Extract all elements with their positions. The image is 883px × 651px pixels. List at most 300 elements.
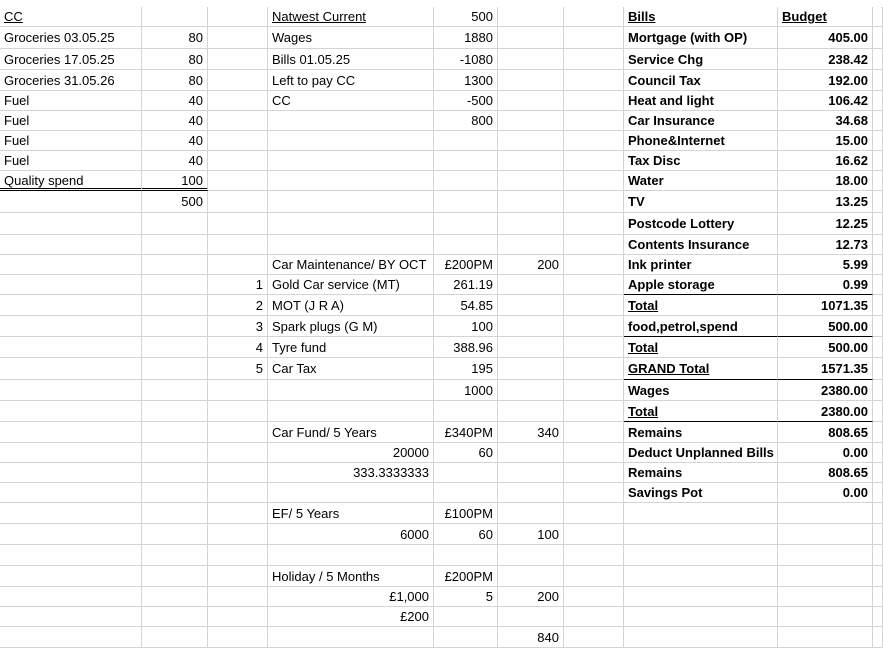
holiday-monthly[interactable]: 200 [498, 587, 564, 607]
summary-value[interactable]: 2380.00 [778, 401, 873, 422]
grid-cell[interactable] [142, 275, 208, 295]
grid-cell[interactable] [873, 566, 883, 587]
savings-total[interactable]: 840 [498, 627, 564, 648]
grid-cell[interactable] [564, 422, 624, 443]
grid-cell[interactable] [142, 295, 208, 316]
car-fund-monthly[interactable]: 340 [498, 422, 564, 443]
holiday-per-month[interactable]: £200 [268, 607, 434, 627]
grid-cell[interactable] [873, 111, 883, 131]
grid-cell[interactable] [208, 111, 268, 131]
bill-label[interactable]: TV [624, 191, 778, 213]
bill-value[interactable]: 16.62 [778, 151, 873, 171]
grid-cell[interactable] [268, 627, 434, 648]
summary-label[interactable]: Total [624, 337, 778, 358]
grid-cell[interactable] [564, 7, 624, 27]
grid-cell[interactable] [778, 627, 873, 648]
bill-label[interactable]: Council Tax [624, 70, 778, 91]
summary-label[interactable]: Total [624, 295, 778, 316]
grid-cell[interactable] [873, 380, 883, 401]
grid-cell[interactable] [208, 401, 268, 422]
cc-item-label[interactable]: Fuel [0, 111, 142, 131]
bill-label[interactable]: Water [624, 171, 778, 191]
grid-cell[interactable] [142, 545, 208, 566]
grid-cell[interactable] [564, 316, 624, 337]
grid-cell[interactable] [778, 587, 873, 607]
bill-label[interactable]: Mortgage (with OP) [624, 27, 778, 49]
grid-cell[interactable] [624, 607, 778, 627]
bill-value[interactable]: 192.00 [778, 70, 873, 91]
grid-cell[interactable] [208, 380, 268, 401]
grid-cell[interactable] [564, 131, 624, 151]
grid-cell[interactable] [873, 545, 883, 566]
grid-cell[interactable] [498, 91, 564, 111]
bill-value[interactable]: 18.00 [778, 171, 873, 191]
bill-label[interactable]: Postcode Lottery [624, 213, 778, 235]
grid-cell[interactable] [142, 587, 208, 607]
grid-cell[interactable] [564, 337, 624, 358]
grid-cell[interactable] [208, 235, 268, 255]
car-maintenance-value[interactable]: 100 [434, 316, 498, 337]
grid-cell[interactable] [498, 380, 564, 401]
grid-cell[interactable] [873, 49, 883, 70]
grid-cell[interactable] [268, 545, 434, 566]
grid-cell[interactable] [564, 503, 624, 524]
grid-cell[interactable] [208, 27, 268, 49]
grid-cell[interactable] [434, 545, 498, 566]
car-fund-per-month[interactable]: 333.3333333 [268, 463, 434, 483]
grid-cell[interactable] [778, 503, 873, 524]
grid-cell[interactable] [564, 627, 624, 648]
grid-cell[interactable] [208, 213, 268, 235]
grid-cell[interactable] [564, 49, 624, 70]
grid-cell[interactable] [0, 587, 142, 607]
grid-cell[interactable] [498, 316, 564, 337]
cc-item-value[interactable]: 40 [142, 151, 208, 171]
grid-cell[interactable] [268, 111, 434, 131]
grid-cell[interactable] [268, 483, 434, 503]
bill-label[interactable]: Heat and light [624, 91, 778, 111]
bill-label[interactable]: Apple storage [624, 275, 778, 295]
grid-cell[interactable] [564, 255, 624, 275]
car-maintenance-label[interactable]: MOT (J R A) [268, 295, 434, 316]
grid-cell[interactable] [0, 627, 142, 648]
cc-total[interactable]: 500 [142, 191, 208, 213]
grid-cell[interactable] [208, 49, 268, 70]
car-maintenance-label[interactable]: Car Tax [268, 358, 434, 380]
grid-cell[interactable] [778, 524, 873, 545]
grid-cell[interactable] [0, 337, 142, 358]
grid-cell[interactable] [564, 171, 624, 191]
grid-cell[interactable] [498, 483, 564, 503]
grid-cell[interactable] [0, 422, 142, 443]
bill-value[interactable]: 106.42 [778, 91, 873, 111]
cc-item-label[interactable]: Groceries 31.05.26 [0, 70, 142, 91]
bill-value[interactable]: 405.00 [778, 27, 873, 49]
cc-item-value[interactable]: 80 [142, 70, 208, 91]
grid-cell[interactable] [873, 422, 883, 443]
natwest-item-value[interactable]: 800 [434, 111, 498, 131]
bill-label[interactable]: Contents Insurance [624, 235, 778, 255]
grid-cell[interactable] [498, 566, 564, 587]
grid-cell[interactable] [268, 380, 434, 401]
grid-cell[interactable] [434, 131, 498, 151]
grid-cell[interactable] [873, 255, 883, 275]
grid-cell[interactable] [498, 49, 564, 70]
cc-item-label[interactable]: Fuel [0, 151, 142, 171]
grid-cell[interactable] [873, 587, 883, 607]
grid-cell[interactable] [498, 171, 564, 191]
grid-cell[interactable] [564, 463, 624, 483]
grid-cell[interactable] [624, 566, 778, 587]
grid-cell[interactable] [0, 235, 142, 255]
grid-cell[interactable] [498, 337, 564, 358]
car-maintenance-title[interactable]: Car Maintenance/ BY OCT [268, 255, 434, 275]
grid-cell[interactable] [268, 151, 434, 171]
grid-cell[interactable] [498, 358, 564, 380]
grid-cell[interactable] [208, 524, 268, 545]
grid-cell[interactable] [0, 191, 142, 213]
grid-cell[interactable] [0, 380, 142, 401]
summary-value[interactable]: 808.65 [778, 463, 873, 483]
grid-cell[interactable] [873, 27, 883, 49]
summary-value[interactable]: 0.00 [778, 443, 873, 463]
car-maintenance-rate[interactable]: £200PM [434, 255, 498, 275]
grid-cell[interactable] [142, 316, 208, 337]
cc-item-label[interactable]: Groceries 17.05.25 [0, 49, 142, 70]
grid-cell[interactable] [624, 627, 778, 648]
grid-cell[interactable] [873, 503, 883, 524]
grid-cell[interactable] [268, 213, 434, 235]
grid-cell[interactable] [0, 295, 142, 316]
grid-cell[interactable] [0, 545, 142, 566]
car-maintenance-value[interactable]: 261.19 [434, 275, 498, 295]
holiday-months[interactable]: 5 [434, 587, 498, 607]
grid-cell[interactable] [498, 443, 564, 463]
grid-cell[interactable] [0, 607, 142, 627]
grid-cell[interactable] [564, 566, 624, 587]
natwest-item-value[interactable]: 1880 [434, 27, 498, 49]
grid-cell[interactable] [624, 587, 778, 607]
car-maintenance-label[interactable]: Spark plugs (G M) [268, 316, 434, 337]
grid-cell[interactable] [208, 131, 268, 151]
car-maintenance-num[interactable]: 3 [208, 316, 268, 337]
cc-header[interactable]: CC [0, 7, 142, 27]
grid-cell[interactable] [564, 70, 624, 91]
grid-cell[interactable] [873, 627, 883, 648]
summary-value[interactable]: 1071.35 [778, 295, 873, 316]
summary-value[interactable]: 500.00 [778, 337, 873, 358]
grid-cell[interactable] [498, 151, 564, 171]
budget-header[interactable]: Budget [778, 7, 873, 27]
grid-cell[interactable] [434, 235, 498, 255]
grid-cell[interactable] [142, 380, 208, 401]
car-maintenance-value[interactable]: 54.85 [434, 295, 498, 316]
car-maintenance-label[interactable]: Gold Car service (MT) [268, 275, 434, 295]
grid-cell[interactable] [208, 70, 268, 91]
summary-label[interactable]: Total [624, 401, 778, 422]
grid-cell[interactable] [498, 463, 564, 483]
grid-cell[interactable] [208, 191, 268, 213]
grid-cell[interactable] [0, 463, 142, 483]
grid-cell[interactable] [142, 235, 208, 255]
grid-cell[interactable] [208, 545, 268, 566]
grid-cell[interactable] [564, 483, 624, 503]
cc-item-value[interactable]: 40 [142, 91, 208, 111]
bill-value[interactable]: 0.99 [778, 275, 873, 295]
grid-cell[interactable] [142, 213, 208, 235]
holiday-target[interactable]: £1,000 [268, 587, 434, 607]
summary-value[interactable]: 500.00 [778, 316, 873, 337]
grid-cell[interactable] [564, 401, 624, 422]
grid-cell[interactable] [142, 627, 208, 648]
natwest-item-value[interactable]: 1300 [434, 70, 498, 91]
grid-cell[interactable] [0, 483, 142, 503]
grid-cell[interactable] [873, 131, 883, 151]
grid-cell[interactable] [208, 503, 268, 524]
holiday-title[interactable]: Holiday / 5 Months [268, 566, 434, 587]
grid-cell[interactable] [564, 91, 624, 111]
bill-value[interactable]: 34.68 [778, 111, 873, 131]
grid-cell[interactable] [498, 191, 564, 213]
car-fund-title[interactable]: Car Fund/ 5 Years [268, 422, 434, 443]
grid-cell[interactable] [208, 587, 268, 607]
cc-item-label[interactable]: Fuel [0, 91, 142, 111]
summary-value[interactable]: 1571.35 [778, 358, 873, 380]
grid-cell[interactable] [0, 443, 142, 463]
natwest-item-value[interactable]: -500 [434, 91, 498, 111]
grid-cell[interactable] [208, 607, 268, 627]
summary-label[interactable]: Deduct Unplanned Bills [624, 443, 778, 463]
grid-cell[interactable] [873, 358, 883, 380]
car-fund-rate[interactable]: £340PM [434, 422, 498, 443]
grid-cell[interactable] [873, 91, 883, 111]
grid-cell[interactable] [142, 358, 208, 380]
grid-cell[interactable] [498, 70, 564, 91]
bills-header[interactable]: Bills [624, 7, 778, 27]
grid-cell[interactable] [498, 27, 564, 49]
grid-cell[interactable] [434, 607, 498, 627]
bill-label[interactable]: Phone&Internet [624, 131, 778, 151]
grid-cell[interactable] [498, 275, 564, 295]
grid-cell[interactable] [142, 483, 208, 503]
grid-cell[interactable] [498, 213, 564, 235]
grid-cell[interactable] [208, 255, 268, 275]
cc-item-value[interactable]: 40 [142, 131, 208, 151]
grid-cell[interactable] [498, 131, 564, 151]
grid-cell[interactable] [564, 443, 624, 463]
grid-cell[interactable] [208, 443, 268, 463]
grid-cell[interactable] [208, 171, 268, 191]
bill-label[interactable]: Tax Disc [624, 151, 778, 171]
bill-label[interactable]: Car Insurance [624, 111, 778, 131]
grid-cell[interactable] [142, 337, 208, 358]
grid-cell[interactable] [208, 91, 268, 111]
grid-cell[interactable] [873, 275, 883, 295]
grid-cell[interactable] [873, 607, 883, 627]
grid-cell[interactable] [873, 524, 883, 545]
grid-cell[interactable] [0, 255, 142, 275]
grid-cell[interactable] [498, 545, 564, 566]
grid-cell[interactable] [142, 503, 208, 524]
grid-cell[interactable] [0, 358, 142, 380]
ef-title[interactable]: EF/ 5 Years [268, 503, 434, 524]
holiday-rate[interactable]: £200PM [434, 566, 498, 587]
grid-cell[interactable] [873, 316, 883, 337]
grid-cell[interactable] [142, 607, 208, 627]
bill-value[interactable]: 5.99 [778, 255, 873, 275]
summary-value[interactable]: 2380.00 [778, 380, 873, 401]
grid-cell[interactable] [0, 401, 142, 422]
grid-cell[interactable] [873, 235, 883, 255]
grid-cell[interactable] [564, 545, 624, 566]
natwest-item-label[interactable]: Left to pay CC [268, 70, 434, 91]
summary-label[interactable]: Wages [624, 380, 778, 401]
grid-cell[interactable] [0, 213, 142, 235]
grid-cell[interactable] [498, 235, 564, 255]
car-maintenance-total[interactable]: 1000 [434, 380, 498, 401]
grid-cell[interactable] [268, 401, 434, 422]
bill-value[interactable]: 13.25 [778, 191, 873, 213]
grid-cell[interactable] [434, 171, 498, 191]
grid-cell[interactable] [0, 503, 142, 524]
grid-cell[interactable] [624, 503, 778, 524]
cc-item-label[interactable]: Groceries 03.05.25 [0, 27, 142, 49]
grid-cell[interactable] [498, 295, 564, 316]
cc-item-value[interactable]: 40 [142, 111, 208, 131]
grid-cell[interactable] [564, 380, 624, 401]
grid-cell[interactable] [498, 607, 564, 627]
grid-cell[interactable] [873, 295, 883, 316]
grid-cell[interactable] [434, 463, 498, 483]
summary-label[interactable]: Remains [624, 463, 778, 483]
grid-cell[interactable] [564, 275, 624, 295]
grid-cell[interactable] [208, 151, 268, 171]
grid-cell[interactable] [434, 151, 498, 171]
bill-value[interactable]: 12.25 [778, 213, 873, 235]
grid-cell[interactable] [873, 443, 883, 463]
grid-cell[interactable] [142, 524, 208, 545]
natwest-balance[interactable]: 500 [434, 7, 498, 27]
cc-item-value[interactable]: 100 [142, 171, 208, 191]
grid-cell[interactable] [142, 463, 208, 483]
grid-cell[interactable] [208, 422, 268, 443]
cc-item-value[interactable]: 80 [142, 49, 208, 70]
grid-cell[interactable] [564, 358, 624, 380]
grid-cell[interactable] [564, 151, 624, 171]
cc-item-label[interactable]: Fuel [0, 131, 142, 151]
grid-cell[interactable] [498, 7, 564, 27]
grid-cell[interactable] [498, 401, 564, 422]
grid-cell[interactable] [434, 627, 498, 648]
summary-label[interactable]: Savings Pot [624, 483, 778, 503]
cc-item-label[interactable]: Quality spend [0, 171, 142, 191]
grid-cell[interactable] [873, 401, 883, 422]
car-fund-months[interactable]: 60 [434, 443, 498, 463]
car-fund-target[interactable]: 20000 [268, 443, 434, 463]
grid-cell[interactable] [434, 483, 498, 503]
grid-cell[interactable] [0, 275, 142, 295]
grid-cell[interactable] [873, 70, 883, 91]
grid-cell[interactable] [142, 422, 208, 443]
grid-cell[interactable] [873, 151, 883, 171]
grid-cell[interactable] [564, 191, 624, 213]
grid-cell[interactable] [268, 131, 434, 151]
grid-cell[interactable] [434, 213, 498, 235]
grid-cell[interactable] [142, 566, 208, 587]
grid-cell[interactable] [564, 524, 624, 545]
car-maintenance-num[interactable]: 1 [208, 275, 268, 295]
car-maintenance-value[interactable]: 388.96 [434, 337, 498, 358]
grid-cell[interactable] [434, 191, 498, 213]
grid-cell[interactable] [624, 545, 778, 566]
grid-cell[interactable] [498, 111, 564, 131]
car-maintenance-monthly[interactable]: 200 [498, 255, 564, 275]
grid-cell[interactable] [873, 7, 883, 27]
grid-cell[interactable] [268, 191, 434, 213]
summary-value[interactable]: 0.00 [778, 483, 873, 503]
grid-cell[interactable] [624, 524, 778, 545]
grid-cell[interactable] [0, 566, 142, 587]
grid-cell[interactable] [564, 111, 624, 131]
bill-label[interactable]: Service Chg [624, 49, 778, 70]
bill-value[interactable]: 12.73 [778, 235, 873, 255]
ef-rate[interactable]: £100PM [434, 503, 498, 524]
grid-cell[interactable] [564, 235, 624, 255]
car-maintenance-num[interactable]: 4 [208, 337, 268, 358]
grid-cell[interactable] [873, 463, 883, 483]
ef-monthly[interactable]: 100 [498, 524, 564, 545]
grid-cell[interactable] [498, 503, 564, 524]
car-maintenance-label[interactable]: Tyre fund [268, 337, 434, 358]
grid-cell[interactable] [873, 191, 883, 213]
grid-cell[interactable] [564, 213, 624, 235]
grid-cell[interactable] [873, 213, 883, 235]
grid-cell[interactable] [208, 463, 268, 483]
grid-cell[interactable] [0, 524, 142, 545]
grid-cell[interactable] [564, 607, 624, 627]
grid-cell[interactable] [873, 337, 883, 358]
grid-cell[interactable] [873, 171, 883, 191]
summary-label[interactable]: Remains [624, 422, 778, 443]
bill-label[interactable]: Ink printer [624, 255, 778, 275]
natwest-item-label[interactable]: Bills 01.05.25 [268, 49, 434, 70]
grid-cell[interactable] [564, 295, 624, 316]
grid-cell[interactable] [208, 483, 268, 503]
grid-cell[interactable] [208, 627, 268, 648]
grid-cell[interactable] [564, 587, 624, 607]
grid-cell[interactable] [268, 235, 434, 255]
summary-label[interactable]: GRAND Total [624, 358, 778, 380]
grid-cell[interactable] [268, 171, 434, 191]
grid-cell[interactable] [142, 401, 208, 422]
car-maintenance-num[interactable]: 5 [208, 358, 268, 380]
bill-value[interactable]: 15.00 [778, 131, 873, 151]
ef-target[interactable]: 6000 [268, 524, 434, 545]
grid-cell[interactable] [142, 255, 208, 275]
grid-cell[interactable] [564, 27, 624, 49]
grid-cell[interactable] [142, 443, 208, 463]
bill-value[interactable]: 238.42 [778, 49, 873, 70]
grid-cell[interactable] [778, 566, 873, 587]
natwest-item-label[interactable]: CC [268, 91, 434, 111]
natwest-item-label[interactable]: Wages [268, 27, 434, 49]
grid-cell[interactable] [873, 483, 883, 503]
grid-cell[interactable] [434, 401, 498, 422]
natwest-header[interactable]: Natwest Current [268, 7, 434, 27]
grid-cell[interactable] [778, 545, 873, 566]
car-maintenance-num[interactable]: 2 [208, 295, 268, 316]
summary-label[interactable]: food,petrol,spend [624, 316, 778, 337]
